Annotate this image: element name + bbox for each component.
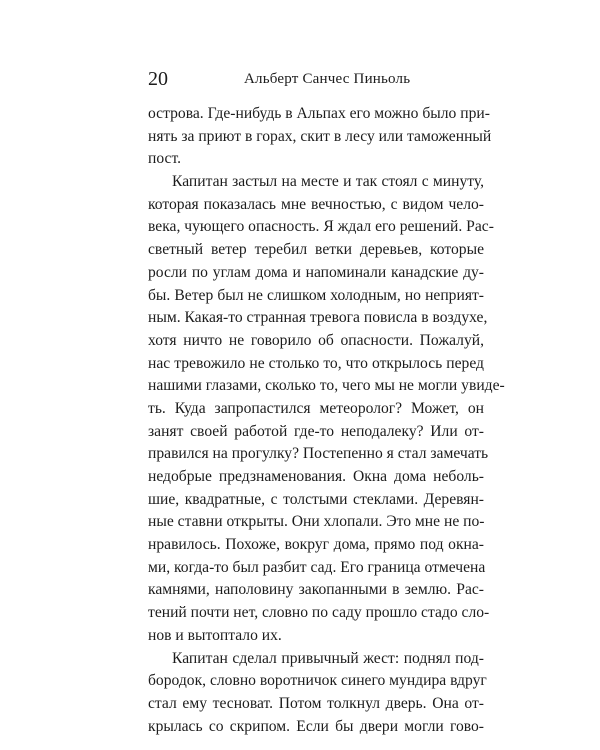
text-line: нять за приют в горах, скит в лесу или таможенный bbox=[148, 127, 492, 145]
page-number: 20 bbox=[148, 68, 168, 90]
text-line: хотя ничто не говорило об опасности. Пожалуй, bbox=[148, 331, 484, 349]
text-line: ным. Какая-то странная тревога повисла в воздухе, bbox=[148, 309, 488, 327]
paragraph-1 bbox=[148, 103, 492, 171]
text-line: ть. Куда запропастился метеоролог? Может, он bbox=[148, 399, 484, 417]
text-line: росли по углам дома и напоминали канадские ду- bbox=[148, 263, 484, 281]
text-line: Капитан застыл на месте и так стоял с минуту, bbox=[172, 173, 484, 191]
text-line: бородок, словно воротничок синего мундира вдруг bbox=[148, 672, 487, 690]
text-line: бы. Ветер был не слишком холодным, но неприят- bbox=[148, 286, 484, 304]
text-line: недобрые предзнаменования. Окна дома неболь- bbox=[148, 468, 484, 485]
text-line: нравилось. Похоже, вокруг дома, прямо под окна- bbox=[148, 536, 484, 554]
text-line: нас тревожило не столько то, что открылось перед bbox=[148, 354, 484, 372]
paragraph-2 bbox=[148, 171, 505, 647]
text-line: ные ставни открыты. Они хлопали. Это мне не по- bbox=[148, 513, 485, 531]
text-line: стал ему тесноват. Потом толкнул дверь. Она от- bbox=[148, 694, 484, 712]
text-line: ми, когда-то был разбит сад. Его граница отмечена bbox=[148, 558, 486, 576]
paragraph-3 bbox=[148, 648, 487, 739]
text-line: тений почти нет, словно по саду прошло стадо сло- bbox=[148, 604, 490, 622]
text-line: занят своей работой где-то неподалеку? Или от- bbox=[148, 422, 484, 440]
text-line: шие, квадратные, с толстыми стеклами. Деревян- bbox=[148, 490, 484, 508]
text-line: века, чующего опасность. Я ждал его решений. Рас- bbox=[148, 218, 494, 236]
running-head bbox=[148, 66, 484, 92]
text-line: камнями, наполовину закопанными в землю. Рас- bbox=[148, 581, 484, 599]
text-line: правился на прогулку? Постепенно я стал замечать bbox=[148, 445, 489, 463]
text-line: светный ветер теребил ветки деревьев, которые bbox=[148, 241, 484, 259]
text-line: острова. Где-нибудь в Альпах его можно было при- bbox=[148, 105, 490, 122]
text-line: Капитан сделал привычный жест: поднял под- bbox=[172, 649, 484, 667]
running-head-author: Альберт Санчес Пиньоль bbox=[244, 71, 411, 87]
text-line: пост. bbox=[148, 150, 181, 168]
text-line: которая показалась мне вечностью, с видом чело- bbox=[148, 195, 484, 213]
text-line: крылась со скрипом. Если бы двери могли гово- bbox=[148, 717, 484, 735]
text-line: нашими глазами, сколько то, чего мы не могли увиде- bbox=[148, 377, 505, 395]
body-text bbox=[148, 103, 505, 738]
text-line: нов и вытоптало их. bbox=[148, 626, 282, 644]
